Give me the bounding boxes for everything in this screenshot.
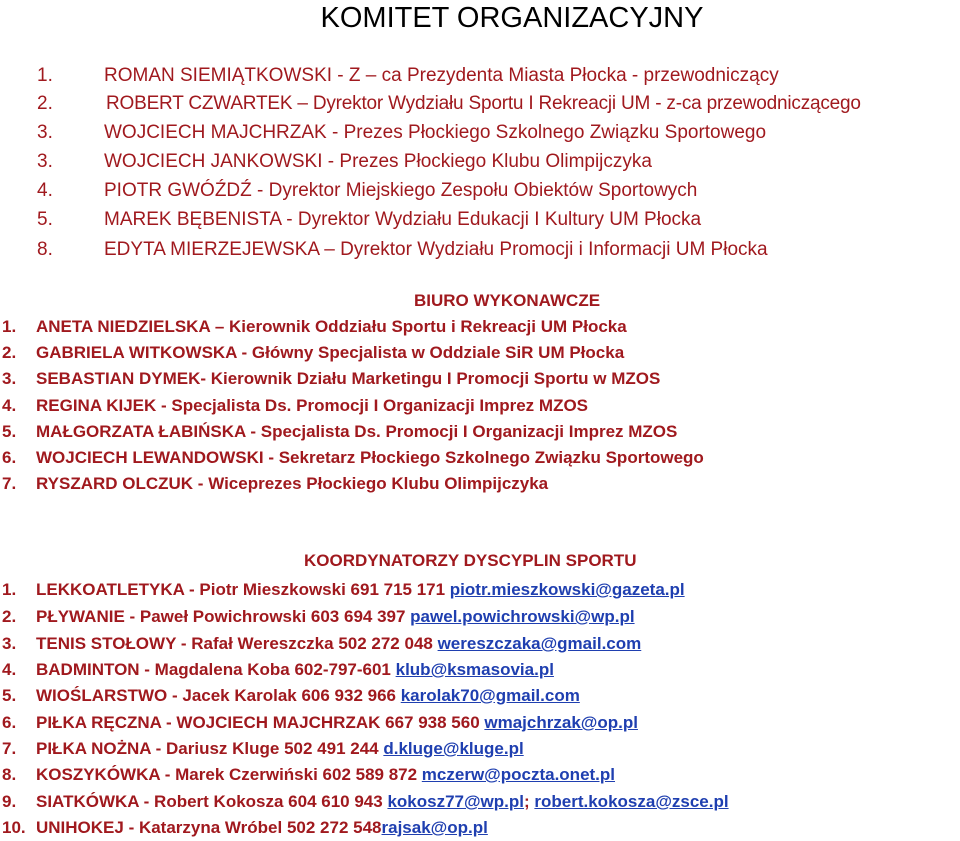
item-text: KOSZYKÓWKA - Marek Czerwiński 602 589 872 mczerw@poczta.onet.pl [36, 765, 616, 784]
item-text: ROMAN SIEMIĄTKOWSKI - Z – ca Prezydenta Miasta Płocka - przewodniczący [104, 65, 779, 86]
item-text: SEBASTIAN DYMEK- Kierownik Działu Marketingu I Promocji Sportu w MZOS [36, 369, 661, 388]
item-text: MAŁGORZATA ŁABIŃSKA - Specjalista Ds. Promocji I Organizacji Imprez MZOS [36, 422, 678, 441]
item-number: 2. [2, 343, 17, 362]
item-text: MAREK BĘBENISTA - Dyrektor Wydziału Edukacji I Kultury UM Płocka [104, 209, 702, 230]
item-text: BADMINTON - Magdalena Koba 602-797-601 klub@ksmasovia.pl [36, 660, 554, 679]
section-heading-biuro: BIURO WYKONAWCZE [414, 291, 601, 310]
item-number: 1. [2, 317, 17, 336]
item-number: 5. [2, 686, 17, 705]
item-number: 8. [37, 239, 53, 260]
email-link[interactable]: klub@ksmasovia.pl [395, 660, 554, 679]
item-text: RYSZARD OLCZUK - Wiceprezes Płockiego Klubu Olimpijczyka [36, 474, 549, 493]
email-link[interactable]: wereszczaka@gmail.com [437, 634, 642, 653]
item-number: 3. [37, 122, 53, 143]
item-text: WIOŚLARSTWO - Jacek Karolak 606 932 966 karolak70@gmail.com [36, 686, 580, 705]
item-number: 5. [2, 422, 17, 441]
item-number: 1. [37, 65, 53, 86]
item-text: ANETA NIEDZIELSKA – Kierownik Oddziału Sportu i Rekreacji UM Płocka [36, 317, 627, 336]
item-text: PIOTR GWÓŹDŹ - Dyrektor Miejskiego Zespołu Obiektów Sportowych [104, 180, 698, 201]
email-link[interactable]: rajsak@op.pl [381, 818, 488, 837]
email-link[interactable]: mczerw@poczta.onet.pl [421, 765, 616, 784]
email-link[interactable]: d.kluge@kluge.pl [383, 739, 524, 758]
item-text: WOJCIECH LEWANDOWSKI - Sekretarz Płockiego Szkolnego Związku Sportowego [36, 448, 704, 467]
item-number: 5. [37, 209, 53, 230]
item-number: 6. [2, 713, 17, 732]
item-text: WOJCIECH JANKOWSKI - Prezes Płockiego Klubu Olimpijczyka [104, 151, 652, 172]
item-text: GABRIELA WITKOWSKA - Główny Specjalista w Oddziale SiR UM Płocka [36, 343, 625, 362]
email-link[interactable]: karolak70@gmail.com [400, 686, 580, 705]
item-number: 7. [2, 739, 17, 758]
item-number: 2. [37, 93, 53, 114]
item-number: 8. [2, 765, 17, 784]
item-text: SIATKÓWKA - Robert Kokosza 604 610 943 kokosz77@wp.pl; robert.kokosza@zsce.pl [36, 792, 729, 811]
item-text: LEKKOATLETYKA - Piotr Mieszkowski 691 715 171 piotr.mieszkowski@gazeta.pl [36, 580, 685, 599]
item-text: UNIHOKEJ - Katarzyna Wróbel 502 272 548rajsak@op.pl [36, 818, 488, 837]
item-number: 4. [2, 396, 17, 415]
item-text: EDYTA MIERZEJEWSKA – Dyrektor Wydziału Promocji i Informacji UM Płocka [104, 239, 768, 260]
email-link[interactable]: piotr.mieszkowski@gazeta.pl [449, 580, 685, 599]
item-number: 2. [2, 607, 17, 626]
email-link[interactable]: pawel.powichrowski@wp.pl [410, 607, 635, 626]
item-text: WOJCIECH MAJCHRZAK - Prezes Płockiego Szkolnego Związku Sportowego [104, 122, 767, 143]
item-text: PŁYWANIE - Paweł Powichrowski 603 694 397 pawel.powichrowski@wp.pl [36, 607, 635, 626]
item-number: 3. [37, 151, 53, 172]
item-number: 4. [37, 180, 53, 201]
email-link[interactable]: kokosz77@wp.pl [387, 792, 524, 811]
item-number: 9. [2, 792, 17, 811]
item-text: PIŁKA RĘCZNA - WOJCIECH MAJCHRZAK 667 938 560 wmajchrzak@op.pl [36, 713, 638, 732]
section-heading-koordynatorzy: KOORDYNATORZY DYSCYPLIN SPORTU [304, 551, 637, 570]
email-link[interactable]: wmajchrzak@op.pl [484, 713, 638, 732]
item-text: TENIS STOŁOWY - Rafał Wereszczka 502 272 048 wereszczaka@gmail.com [36, 634, 642, 653]
item-number: 7. [2, 474, 17, 493]
page-title: KOMITET ORGANIZACYJNY [320, 2, 704, 34]
email-link-2[interactable]: robert.kokosza@zsce.pl [534, 792, 729, 811]
item-text: REGINA KIJEK - Specjalista Ds. Promocji I Organizacji Imprez MZOS [36, 396, 589, 415]
item-number: 4. [2, 660, 17, 679]
item-number: 3. [2, 369, 17, 388]
item-number: 6. [2, 448, 17, 467]
item-text: ROBERT CZWARTEK – Dyrektor Wydziału Sportu I Rekreacji UM - z-ca przewodniczącego [106, 93, 861, 114]
item-number: 1. [2, 580, 17, 599]
item-number: 10. [2, 818, 26, 837]
item-number: 3. [2, 634, 17, 653]
item-text: PIŁKA NOŻNA - Dariusz Kluge 502 491 244 d.kluge@kluge.pl [36, 739, 524, 758]
